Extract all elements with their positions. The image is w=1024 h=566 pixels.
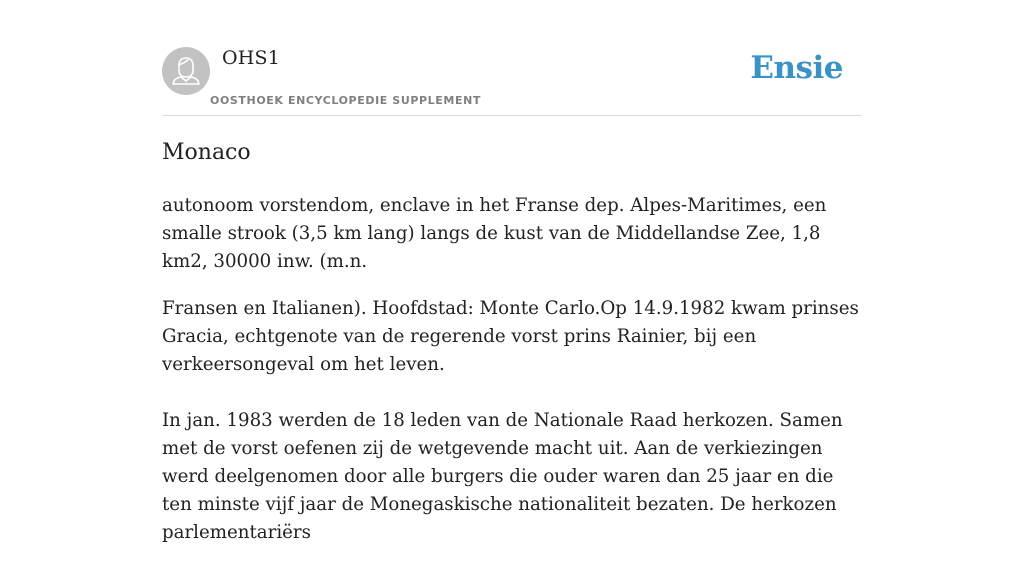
article-header	[162, 0, 862, 116]
page-container	[162, 0, 862, 543]
article-title: Monaco	[162, 140, 251, 165]
article-paragraph-1: autonoom vorstendom, enclave in het Franse dep. Alpes-Maritimes, een smalle strook (3,5 km lang) langs de kust van de Middellandse Zee, 1,8 km2, 30000 inw. (m.n.	[162, 195, 827, 272]
article-body	[162, 192, 862, 566]
user-silhouette-icon	[162, 47, 210, 95]
source-name-link[interactable]: OOSTHOEK ENCYCLOPEDIE SUPPLEMENT	[210, 94, 481, 107]
ensie-logo[interactable]: Ensie	[750, 50, 843, 86]
source-avatar[interactable]	[162, 47, 210, 95]
article-paragraph-2: Fransen en Italianen). Hoofdstad: Monte Carlo.Op 14.9.1982 kwam prinses Gracia, echtgenote van de regerende vorst prins Rainier, bij een verkeersongeval om het leven. In jan. 1983 werden de 18 leden van de Nationale Raad herkozen. Samen met de vorst oefenen zij de wetgevende macht uit. Aan de verkiezingen werd deelgenomen door alle burgers die ouder waren dan 25 jaar en die ten minste vijf jaar de Monegaskische nationaliteit bezaten. De herkozen parlementariërs	[162, 298, 859, 543]
source-code[interactable]: OHS1	[222, 47, 281, 69]
